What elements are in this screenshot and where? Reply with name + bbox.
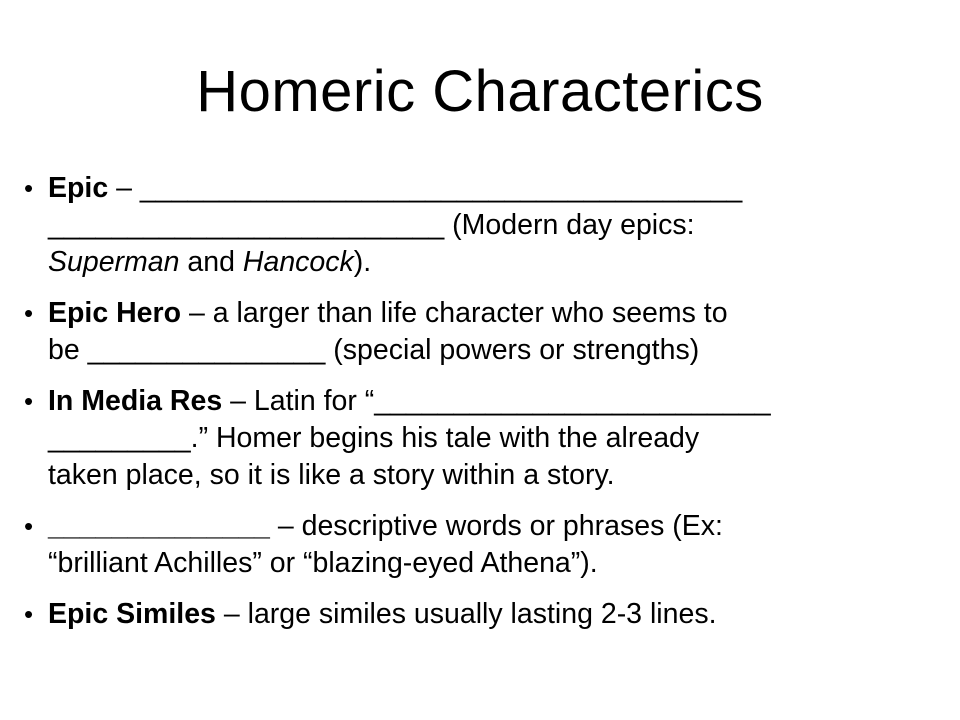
bullet-line bbox=[48, 420, 945, 457]
definition-text: ). bbox=[353, 246, 372, 278]
term-blank: ______________ bbox=[48, 510, 270, 542]
definition-text: – Latin for “_________________________ bbox=[222, 385, 771, 417]
bullet-epithet bbox=[20, 508, 945, 582]
definition-text: _________________________ (Modern day epics: bbox=[48, 209, 695, 241]
definition-text: _________.” Homer begins his tale with the already bbox=[48, 422, 700, 454]
bullet-line bbox=[48, 170, 945, 207]
bullet-line bbox=[48, 457, 945, 494]
bullet-line bbox=[48, 244, 945, 281]
bullet-line bbox=[48, 332, 945, 369]
example-title: Hancock bbox=[242, 246, 354, 278]
definition-text: and bbox=[179, 246, 243, 278]
bullet-line bbox=[48, 545, 945, 582]
term-label: Epic bbox=[48, 172, 109, 204]
slide-title: Homeric Characterics bbox=[196, 59, 764, 124]
bullet-line bbox=[48, 383, 945, 420]
bullet-line bbox=[48, 508, 945, 545]
definition-text: “brilliant Achilles” or “blazing-eyed Athena”). bbox=[48, 547, 598, 579]
bullet-line bbox=[48, 295, 945, 332]
bullet-dot-icon: • bbox=[24, 386, 34, 416]
example-title: Superman bbox=[48, 246, 180, 278]
term-label: Epic Hero bbox=[48, 297, 182, 329]
bullet-line bbox=[48, 596, 945, 633]
bullet-dot-icon: • bbox=[24, 298, 34, 328]
term-label: In Media Res bbox=[48, 385, 223, 417]
bullet-list bbox=[20, 170, 945, 647]
bullet-dot-icon: • bbox=[24, 511, 34, 541]
bullet-epic bbox=[20, 170, 945, 281]
definition-text: be _______________ (special powers or strengths) bbox=[48, 334, 700, 366]
definition-text: – descriptive words or phrases (Ex: bbox=[269, 510, 723, 542]
bullet-epic-hero bbox=[20, 295, 945, 369]
definition-text: – ______________________________________ bbox=[108, 172, 743, 204]
bullet-dot-icon: • bbox=[24, 173, 34, 203]
definition-text: taken place, so it is like a story within a story. bbox=[48, 459, 615, 491]
bullet-in-media-res bbox=[20, 383, 945, 494]
definition-text: – a larger than life character who seems to bbox=[181, 297, 728, 329]
bullet-dot-icon: • bbox=[24, 599, 34, 629]
bullet-line bbox=[48, 207, 945, 244]
bullet-epic-similes bbox=[20, 596, 945, 633]
definition-text: – large similes usually lasting 2-3 lines. bbox=[215, 598, 717, 630]
term-label: Epic Similes bbox=[48, 598, 216, 630]
